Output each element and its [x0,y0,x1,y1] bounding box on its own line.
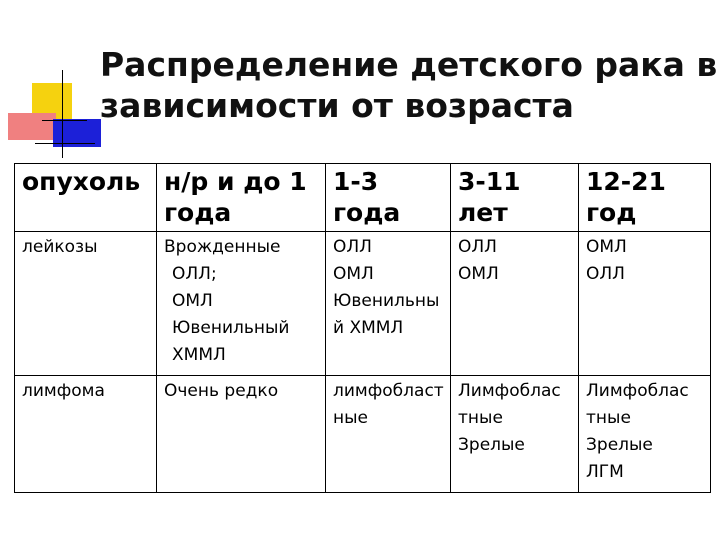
age-distribution-table [14,163,711,493]
header-newborn [157,164,326,232]
header-1-3-line-2: года [333,198,401,227]
row-label: лейкозы [15,232,157,376]
cell-line: ЛГМ [586,462,624,482]
cell-line: ОМЛ [172,291,213,311]
header-newborn-line-1: н/р и до 1 [164,167,307,196]
cell-line: Врожденные [164,237,281,257]
logo-square-red [8,113,56,140]
cell-line: Зрелые [458,435,525,455]
header-12-21-line-1: 12-21 [586,167,666,196]
logo-line-horizontal [35,143,95,144]
cell-line: ные [333,408,368,428]
slide-title-line-1: Распределение детского рака в [100,45,718,84]
cell-line: ОМЛ [458,264,499,284]
header-3-11 [451,164,579,232]
cell-line: тные [586,408,631,428]
row-label: лимфома [15,376,157,493]
header-tumor [15,164,157,232]
table-row-leukemia [15,232,711,376]
logo-line-vertical [62,70,63,158]
logo-line-horizontal-2 [42,120,87,121]
header-12-21-line-2: год [586,198,637,227]
header-tumor-label: опухоль [22,167,141,196]
cell-line: ОМЛ [586,237,627,257]
cell-line: Лимфоблас [458,381,561,401]
cell-line: Лимфоблас [586,381,689,401]
cell-line: ОЛЛ; [172,264,217,284]
cell-line: ОЛЛ [586,264,625,284]
cell-line: Очень редко [164,381,279,401]
cell-leukemia-1-3 [326,232,451,376]
header-1-3-line-1: 1-3 [333,167,379,196]
cell-leukemia-12-21 [579,232,711,376]
cell-leukemia-3-11 [451,232,579,376]
cell-line: ОЛЛ [458,237,497,257]
header-newborn-line-2: года [164,198,232,227]
cell-line: ХММЛ [172,345,226,365]
header-3-11-line-2: лет [458,198,508,227]
cell-leukemia-newborn [157,232,326,376]
cell-lymphoma-newborn [157,376,326,493]
slide-title [100,44,718,126]
cell-lymphoma-12-21 [579,376,711,493]
cell-lymphoma-1-3 [326,376,451,493]
table-header-row [15,164,711,232]
cell-line: ОМЛ [333,264,374,284]
cell-line: Ювенильный [172,318,290,338]
header-3-11-line-1: 3-11 [458,167,521,196]
cell-line: лимфобласт [333,381,444,401]
header-12-21 [579,164,711,232]
slide-title-line-2: зависимости от возраста [100,86,574,125]
cell-line: ОЛЛ [333,237,372,257]
cell-line: тные [458,408,503,428]
cell-line: й ХММЛ [333,318,404,338]
cell-lymphoma-3-11 [451,376,579,493]
table-row-lymphoma [15,376,711,493]
header-1-3 [326,164,451,232]
cell-line: Зрелые [586,435,653,455]
cell-line: Ювенильны [333,291,440,311]
